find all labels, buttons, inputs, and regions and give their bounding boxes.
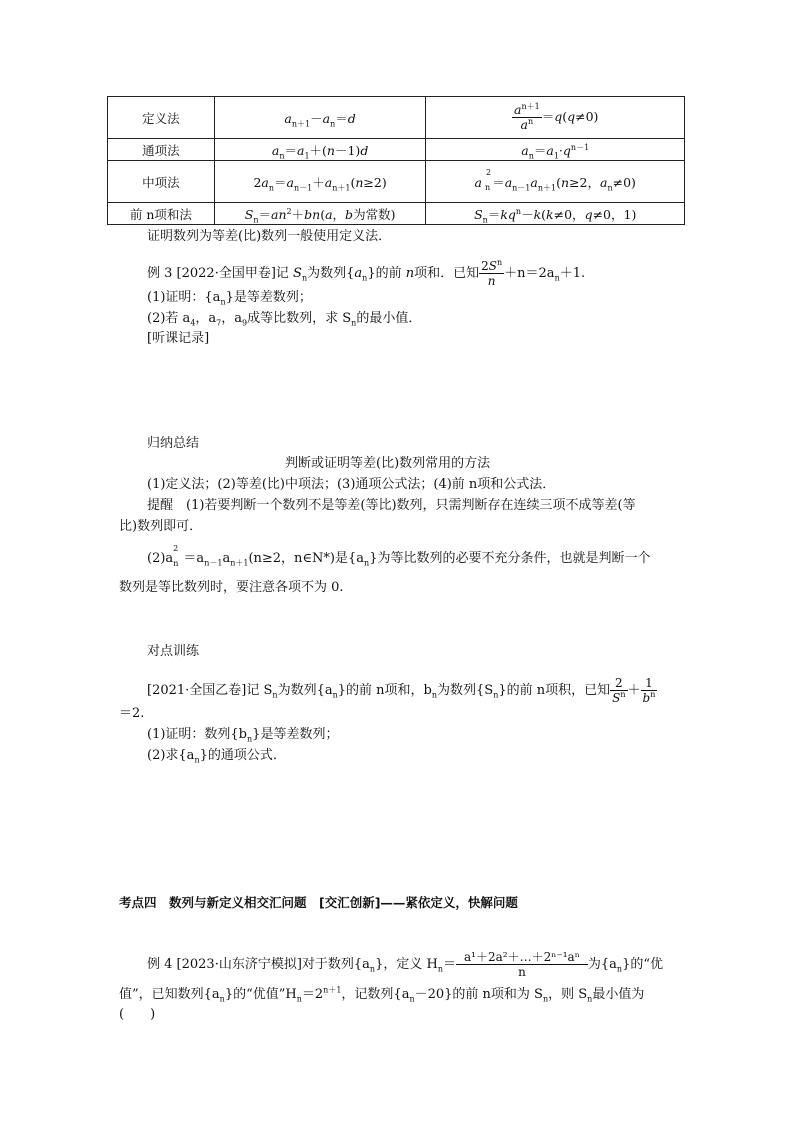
table-row <box>108 203 685 225</box>
summary-title: 判断或证明等差(比)数列常用的方法 <box>285 456 491 471</box>
example-3-q2: (2)若 $a_4$，$a_7$，$a_9$成等比数列，求 $S_n$的最小值． <box>147 311 422 328</box>
practice-q2: (2)求$\{a_n\}$的通项公式． <box>147 748 286 765</box>
arith-formula: $S_n=an^2+bn(a$，b为常数) <box>214 203 426 225</box>
table-row <box>108 139 685 161</box>
answer-blank: ( ) <box>119 1007 156 1022</box>
geo-formula: $S_n=kq^n-k(k\ne 0$，q≠0，1) <box>426 203 685 225</box>
practice-q1: (1)证明：数列$\{b_n\}$是等差数列； <box>147 727 339 744</box>
practice-stem-cont: ＝2. <box>119 706 145 721</box>
example-4-line2: 值”，已知数列$\{a_n\}$的“优值$”H_n=2^{n+1}$，记数列$\{a_n-20\}$的前 n项和为 $S_n$，则 $S_n$最小值为 <box>119 985 645 1004</box>
table-row <box>108 161 685 203</box>
arith-formula: $2a_n=a_{n-1}+a_{n+1}(n\ge 2)$ <box>214 161 426 203</box>
row-label: 前 n项和法 <box>108 203 215 225</box>
table-row <box>108 97 685 139</box>
summary-heading: 归纳总结 <box>147 436 200 451</box>
example-3-stem: 例 3 [2022·全国甲卷]记 $S_n$为数列$\{a_n\}$的前 n项和．已知 $\frac{2S^n}{n}$ $+n=2a_n+1$. <box>147 258 586 288</box>
example-3-q1: (1)证明：$\{a_n\}$是等差数列； <box>147 290 312 307</box>
arith-formula: $a_{n+1}-a_n=d$ <box>214 97 426 139</box>
key-point-4-heading: 考点四 数列与新定义相交汇问题 [交汇创新]——紧依定义，快解问题 <box>119 895 518 910</box>
row-label: 中项法 <box>108 161 215 203</box>
practice-stem: [2021·全国乙卷]记 $S_n$为数列$\{a_n\}$的前 n项和，$b_n$为数列$\{S_n\}$的前 n项积，已知 $\frac{2}{S^n}$ ＋ $\frac{1}{b^n}$ <box>147 676 656 705</box>
geo-formula: $\frac{a^{n+1}}{a^n}$ ＝q(q≠0) <box>426 97 685 139</box>
comparison-table <box>107 96 685 225</box>
geo-formula: $a_n=a_1\cdot q^{n-1}$ <box>426 139 685 161</box>
row-label: 定义法 <box>108 97 215 139</box>
methods-list: (1)定义法；(2)等差(比)中项法；(3)通项公式法；(4)前 n项和公式法． <box>147 477 556 492</box>
reminder-1-cont: 比)数列即可． <box>119 519 203 534</box>
reminder-1: 提醒 (1)若要判断一个数列不是等差(等比)数列，只需判断存在连续三项不成等差(等 <box>147 498 636 513</box>
example-4-stem: 例 4 [2023·山东济宁模拟]对于数列$\{a_n\}$，定义 $H_n=$ $\frac{\text{a¹＋2a²＋…＋2ⁿ⁻¹aⁿ}}{n}$ 为$\{a_n\}$的“优 <box>147 950 663 979</box>
definition-note: 证明数列为等差(比)数列一般使用定义法． <box>147 229 392 244</box>
row-label: 通项法 <box>108 139 215 161</box>
reminder-2-cont: 数列是等比数列时，要注意各项不为 0. <box>119 580 344 595</box>
reminder-2: $(2)a^2_n =a_{n-1}a_{n+1}(n\ge 2$，n∈N*)是$\{a_n\}$为等比数列的必要不充分条件，也就是判断一个 <box>147 543 651 568</box>
geo-formula: $a^2_n =a_{n-1}a_{n+1}(n\ge 2$，$a_n\ne 0$) <box>426 161 685 203</box>
lecture-record: [听课记录] <box>147 331 210 346</box>
arith-formula: $a_n=a_1+(n-1)d$ <box>214 139 426 161</box>
practice-heading: 对点训练 <box>147 644 200 659</box>
